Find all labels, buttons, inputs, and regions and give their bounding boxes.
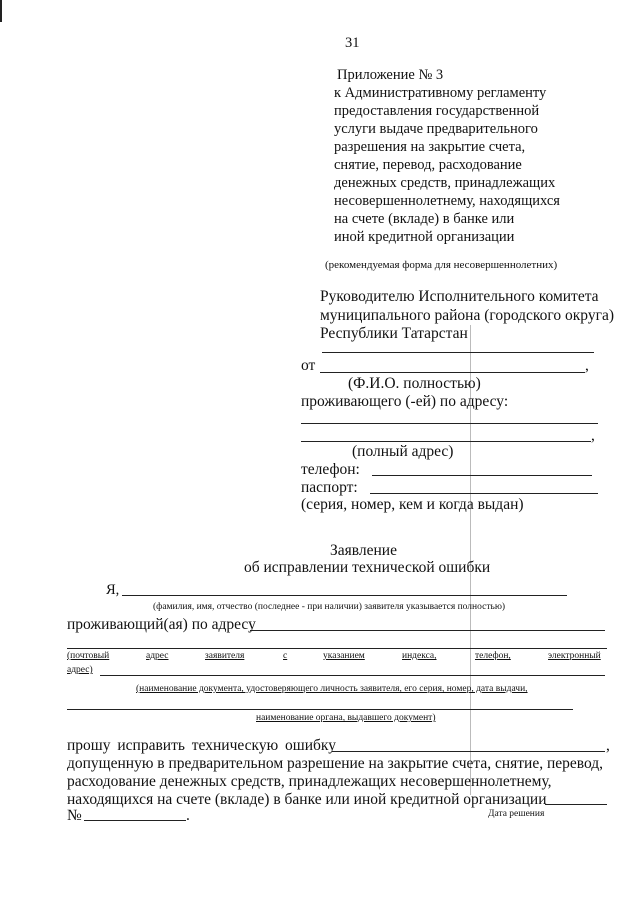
addressee-line: Республики Татарстан bbox=[320, 325, 468, 342]
postal-caption-end: адрес) bbox=[67, 665, 93, 675]
i-label: Я, bbox=[106, 582, 120, 598]
recommended-form-note: (рекомендуемая форма для несовершеннолетних) bbox=[325, 259, 558, 271]
request-start: прошу исправить техническую ошибку bbox=[67, 737, 336, 754]
phone-label: телефон: bbox=[301, 461, 360, 478]
appendix-line: разрешения на закрытие счета, bbox=[334, 139, 526, 155]
blank-line bbox=[322, 352, 594, 353]
from-label: от bbox=[301, 357, 316, 374]
postal-caption-word: адрес bbox=[146, 651, 169, 661]
postal-caption-word: заявителя bbox=[205, 651, 245, 661]
comma: , bbox=[591, 427, 595, 444]
decision-date-label: Дата решения bbox=[488, 809, 545, 819]
paragraph-line: допущенную в предварительном разрешение на закрытие счета, снятие, перевод, bbox=[67, 755, 604, 772]
postal-caption-word: электронный bbox=[548, 651, 601, 661]
appendix-line: денежных средств, принадлежащих bbox=[334, 175, 556, 191]
number-line bbox=[84, 820, 186, 821]
phone-line bbox=[372, 475, 592, 476]
addressee-line: муниципального района (городского округа) bbox=[320, 307, 614, 324]
blank-line bbox=[67, 709, 573, 710]
appendix-line: Приложение № 3 bbox=[337, 67, 444, 83]
postal-caption-word: указанием bbox=[323, 651, 365, 661]
document-caption: (наименование документа, удостоверяющего личность заявителя, его серия, номер, дата выдачи, bbox=[136, 684, 528, 694]
address-caption: (полный адрес) bbox=[352, 443, 454, 460]
address-line bbox=[301, 423, 598, 424]
postal-caption-word: индекса, bbox=[402, 651, 437, 661]
appendix-line: на счете (вкладе) в банке или bbox=[334, 211, 515, 227]
blank-line bbox=[100, 675, 605, 676]
fio-caption: (Ф.И.О. полностью) bbox=[348, 375, 481, 392]
address-line bbox=[250, 630, 605, 631]
paragraph-line: расходование денежных средств, принадлежащих несовершеннолетнему, bbox=[67, 773, 552, 790]
appendix-line: к Административному регламенту bbox=[334, 85, 547, 101]
appendix-line: снятие, перевод, расходование bbox=[334, 157, 522, 173]
appendix-line: несовершеннолетнему, находящихся bbox=[334, 193, 560, 209]
residing-label: проживающего (-ей) по адресу: bbox=[301, 393, 509, 410]
appendix-line: предоставления государственной bbox=[334, 103, 540, 119]
passport-caption: (серия, номер, кем и когда выдан) bbox=[301, 496, 524, 513]
document-subtitle: об исправлении технической ошибки bbox=[244, 559, 491, 576]
appendix-line: услуги выдаче предварительного bbox=[334, 121, 538, 137]
authority-caption: наименование органа, выдавшего документ) bbox=[256, 713, 436, 723]
scan-edge-mark bbox=[0, 0, 2, 22]
passport-line bbox=[370, 493, 598, 494]
addressee-line: Руководителю Исполнительного комитета bbox=[320, 288, 599, 305]
fio-caption: (фамилия, имя, отчество (последнее - при наличии) заявителя указывается полностью) bbox=[153, 602, 506, 612]
comma: , bbox=[585, 357, 589, 374]
appendix-line: иной кредитной организации bbox=[334, 229, 515, 245]
address-line bbox=[67, 648, 607, 649]
postal-caption-word: с bbox=[283, 651, 288, 661]
page-number: 31 bbox=[345, 35, 360, 51]
date-line bbox=[545, 804, 607, 805]
postal-caption-word: телефон, bbox=[475, 651, 511, 661]
passport-label: паспорт: bbox=[301, 479, 358, 496]
postal-caption-word: (почтовый bbox=[67, 651, 110, 661]
number-sign: № bbox=[67, 807, 82, 824]
fio-line bbox=[122, 595, 567, 596]
fio-line bbox=[320, 372, 585, 373]
document-title: Заявление bbox=[330, 542, 397, 559]
error-line bbox=[332, 751, 605, 752]
number-dot: . bbox=[186, 807, 190, 824]
comma: , bbox=[606, 737, 610, 754]
paragraph-line: находящихся на счете (вкладе) в банке или иной кредитной организации bbox=[67, 791, 547, 808]
residing-label: проживающий(ая) по адресу bbox=[67, 616, 256, 633]
